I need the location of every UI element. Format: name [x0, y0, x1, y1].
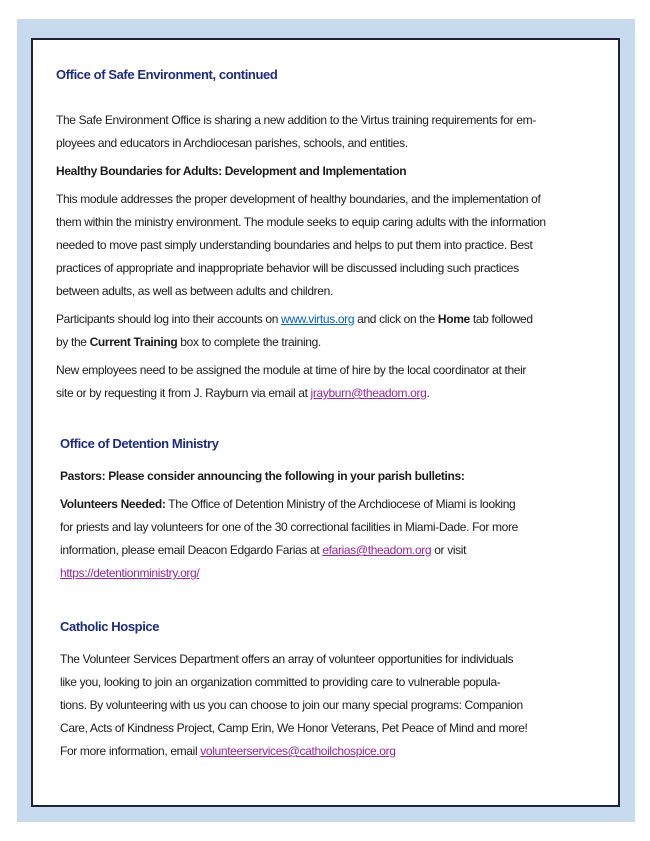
text-run: Participants should log into their accounts on [56, 312, 282, 326]
section-heading-detention-ministry: Office of Detention Ministry [60, 436, 219, 451]
text-line [60, 717, 600, 740]
text-line [56, 160, 600, 183]
jrayburn-email-link[interactable]: jrayburn@theadom.org [310, 386, 427, 400]
text-run: For more information, email [60, 744, 201, 758]
text-run: tions. By volunteering with us you can choose to join our many special programs: Companion [60, 698, 523, 712]
text-line [60, 671, 600, 694]
text-line [56, 188, 600, 211]
section-heading-catholic-hospice: Catholic Hospice [60, 619, 160, 634]
text-run: Volunteers Needed: [60, 497, 166, 511]
text-run: information, please email Deacon Edgardo Farias at [60, 543, 323, 557]
section-body [60, 648, 600, 763]
text-line [56, 331, 600, 354]
detention-ministry-url-link[interactable]: https://detentionministry.org/ [60, 566, 200, 580]
text-run: Healthy Boundaries for Adults: Development and Implementation [56, 164, 407, 178]
text-line [60, 516, 600, 539]
paragraph [56, 359, 600, 405]
text-run: for priests and lay volunteers for one of the 30 correctional facilities in Miami-Dade. For more [60, 520, 518, 534]
text-run: tab followed [469, 312, 533, 326]
text-run: needed to move past simply understanding boundaries and helps to put them into practice. Best [56, 238, 533, 252]
text-line [60, 648, 600, 671]
text-run: site or by requesting it from J. Rayburn via email at [56, 386, 311, 400]
text-run: ployees and educators in Archdiocesan parishes, schools, and entities. [56, 136, 408, 150]
text-line [56, 280, 600, 303]
paragraph [56, 188, 600, 303]
document-page [31, 38, 620, 807]
text-line [56, 359, 600, 382]
paragraph [60, 465, 600, 488]
text-run: and click on the [354, 312, 438, 326]
text-line [56, 257, 600, 280]
text-run: by the [56, 335, 90, 349]
text-run: This module addresses the proper development of healthy boundaries, and the implementation of [56, 192, 541, 206]
text-line [60, 562, 600, 585]
text-run: . [426, 386, 430, 400]
page-border-frame [17, 19, 635, 822]
text-run: The Volunteer Services Department offers an array of volunteer opportunities for individuals [60, 652, 514, 666]
text-run: Pastors: Please consider announcing the following in your parish bulletins: [60, 469, 465, 483]
paragraph [56, 109, 600, 155]
text-line [60, 740, 600, 763]
section-body [56, 109, 600, 405]
text-run: Current Training [89, 335, 178, 349]
text-line [60, 539, 600, 562]
paragraph [56, 160, 600, 183]
text-run: between adults, as well as between adults and children. [56, 284, 333, 298]
text-run: them within the ministry environment. The module seeks to equip caring adults with the information [56, 215, 546, 229]
document-content [33, 40, 618, 763]
text-line [56, 308, 600, 331]
virtus-link[interactable]: www.virtus.org [281, 312, 355, 326]
section-heading-safe-environment: Office of Safe Environment, continued [56, 67, 278, 82]
section-body [60, 465, 600, 585]
text-run: The Office of Detention Ministry of the Archdiocese of Miami is looking [165, 497, 516, 511]
text-run: box to complete the training. [177, 335, 321, 349]
text-run: New employees need to be assigned the module at time of hire by the local coordinator at their [56, 363, 527, 377]
hospice-email-link[interactable]: volunteerservices@cathoilchospice.org [200, 744, 396, 758]
text-line [56, 109, 600, 132]
efarias-email-link[interactable]: efarias@theadom.org [322, 543, 432, 557]
section-catholic-hospice [56, 618, 600, 763]
text-run: The Safe Environment Office is sharing a new addition to the Virtus training requirements for em- [56, 113, 536, 127]
text-line [56, 382, 600, 405]
text-line [56, 211, 600, 234]
section-detention-ministry [56, 435, 600, 585]
text-run: Home [437, 312, 470, 326]
text-run: Care, Acts of Kindness Project, Camp Erin, We Honor Veterans, Pet Peace of Mind and more! [60, 721, 528, 735]
text-line [60, 465, 600, 488]
text-run: or visit [431, 543, 467, 557]
paragraph [56, 308, 600, 354]
paragraph [60, 493, 600, 585]
text-line [60, 493, 600, 516]
text-run: like you, looking to join an organization committed to providing care to vulnerable popula- [60, 675, 501, 689]
text-run: practices of appropriate and inappropriate behavior will be discussed including such practices [56, 261, 519, 275]
section-safe-environment [56, 66, 600, 405]
text-line [60, 694, 600, 717]
paragraph [60, 648, 600, 763]
text-line [56, 132, 600, 155]
text-line [56, 234, 600, 257]
